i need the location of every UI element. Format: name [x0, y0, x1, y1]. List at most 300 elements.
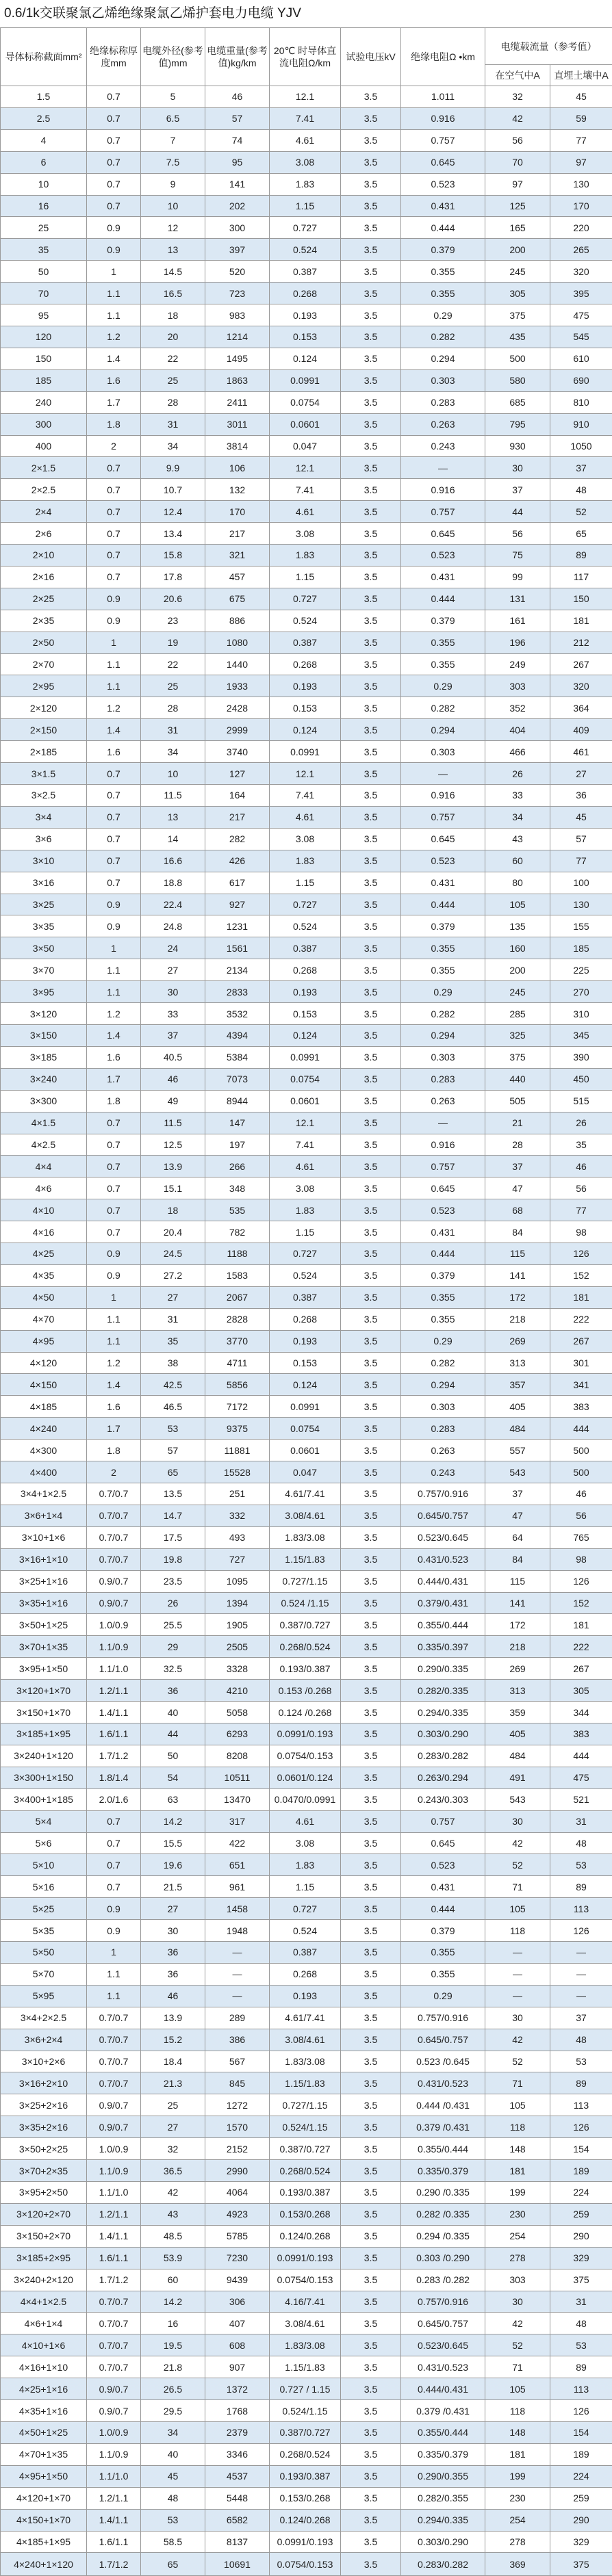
table-row	[1, 479, 612, 501]
cell-ampacity-soil: 390	[550, 1046, 612, 1068]
cell-dc-resistance: 1.83/3.08	[270, 1526, 341, 1548]
cell-ampacity-soil: 126	[550, 1243, 612, 1265]
cell-insulation-thickness: 0.7	[87, 1876, 141, 1898]
cell-ampacity-soil: 375	[550, 2269, 612, 2291]
cell-dc-resistance: 3.08/4.61	[270, 2313, 341, 2334]
cell-ampacity-air: 500	[485, 348, 550, 369]
cell-dc-resistance: 0.193	[270, 981, 341, 1003]
cell-ampacity-air: 30	[485, 2007, 550, 2029]
cell-test-voltage: 3.5	[341, 283, 401, 304]
cell-dc-resistance: 1.83/3.08	[270, 2051, 341, 2072]
table-row	[1, 1440, 612, 1461]
cell-insulation-thickness: 1.2	[87, 1352, 141, 1374]
cell-test-voltage: 3.5	[341, 981, 401, 1003]
cell-ampacity-soil: 53	[550, 2051, 612, 2072]
cell-insulation-thickness: 0.7	[87, 763, 141, 785]
cell-ampacity-air: 37	[485, 1156, 550, 1178]
cell-dc-resistance: 3.08	[270, 523, 341, 545]
cell-ampacity-soil: 189	[550, 2443, 612, 2465]
cell-outer-diameter: 12.4	[141, 501, 205, 523]
cell-dc-resistance: 0.268	[270, 283, 341, 304]
cell-test-voltage: 3.5	[341, 1374, 401, 1396]
cell-outer-diameter: 23.5	[141, 1570, 205, 1592]
table-row	[1, 1832, 612, 1854]
cell-test-voltage: 3.5	[341, 2465, 401, 2487]
cell-insulation-thickness: 1.1	[87, 1308, 141, 1330]
cell-insulation-thickness: 0.7	[87, 1199, 141, 1221]
cell-ampacity-soil: 113	[550, 2378, 612, 2400]
cell-ampacity-soil: 113	[550, 1898, 612, 1920]
cell-test-voltage: 3.5	[341, 2334, 401, 2356]
cell-outer-diameter: 29	[141, 1636, 205, 1658]
cell-size: 5×10	[1, 1854, 87, 1876]
cell-size: 35	[1, 239, 87, 261]
table-row	[1, 566, 612, 588]
cell-weight: 5058	[205, 1702, 270, 1723]
cell-size: 95	[1, 304, 87, 326]
table-row	[1, 1308, 612, 1330]
cell-dc-resistance: 0.387	[270, 1942, 341, 1964]
cell-test-voltage: 3.5	[341, 1832, 401, 1854]
cell-outer-diameter: 13.9	[141, 2007, 205, 2029]
cell-ampacity-soil: 150	[550, 588, 612, 610]
cell-test-voltage: 3.5	[341, 894, 401, 915]
cell-ampacity-soil: 98	[550, 1548, 612, 1570]
cell-ampacity-air: 557	[485, 1440, 550, 1461]
cell-ampacity-soil: 152	[550, 1264, 612, 1286]
cell-insulation-resistance: 0.263	[401, 1090, 485, 1112]
cell-outer-diameter: 63	[141, 1788, 205, 1810]
cell-weight: 15528	[205, 1461, 270, 1483]
cell-insulation-resistance: 0.282/0.335	[401, 1680, 485, 1702]
cell-insulation-resistance: 0.283/0.282	[401, 1745, 485, 1767]
cell-insulation-thickness: 1.1/1.0	[87, 2465, 141, 2487]
cell-size: 2×1.5	[1, 457, 87, 479]
cell-outer-diameter: 11.5	[141, 785, 205, 807]
cell-test-voltage: 3.5	[341, 828, 401, 850]
cell-test-voltage: 3.5	[341, 1810, 401, 1832]
cell-size: 25	[1, 217, 87, 239]
cell-weight: 8944	[205, 1090, 270, 1112]
cell-insulation-thickness: 1.7/1.2	[87, 2553, 141, 2576]
cell-size: 3×240+1×120	[1, 1745, 87, 1767]
cell-outer-diameter: 19	[141, 632, 205, 653]
cell-outer-diameter: 20	[141, 326, 205, 348]
cell-outer-diameter: 14.5	[141, 261, 205, 283]
cell-insulation-thickness: 0.9/0.7	[87, 1592, 141, 1614]
table-row	[1, 1199, 612, 1221]
cell-test-voltage: 3.5	[341, 1920, 401, 1942]
cell-weight: 5448	[205, 2487, 270, 2509]
cell-test-voltage: 3.5	[341, 1134, 401, 1156]
cell-ampacity-air: 47	[485, 1505, 550, 1526]
cell-insulation-resistance: 0.294	[401, 348, 485, 369]
cell-insulation-resistance: 0.355	[401, 261, 485, 283]
cell-weight: 7230	[205, 2247, 270, 2269]
cell-weight: 5384	[205, 1046, 270, 1068]
cell-ampacity-air: 97	[485, 173, 550, 195]
cell-outer-diameter: 25	[141, 675, 205, 697]
cell-test-voltage: 3.5	[341, 763, 401, 785]
cell-dc-resistance: 0.0470/0.0991	[270, 1788, 341, 1810]
cell-insulation-thickness: 0.7	[87, 828, 141, 850]
cell-test-voltage: 3.5	[341, 501, 401, 523]
table-row	[1, 588, 612, 610]
cell-insulation-thickness: 1	[87, 1286, 141, 1308]
cell-size: 2×70	[1, 653, 87, 675]
cell-weight: 1495	[205, 348, 270, 369]
cell-insulation-thickness: 1.4	[87, 348, 141, 369]
cell-insulation-resistance: 0.757	[401, 501, 485, 523]
cell-weight: 4064	[205, 2182, 270, 2204]
cell-insulation-thickness: 0.9	[87, 1920, 141, 1942]
table-row	[1, 1003, 612, 1025]
cell-ampacity-soil: 36	[550, 785, 612, 807]
cell-insulation-thickness: 0.7/0.7	[87, 2356, 141, 2378]
cell-outer-diameter: 13.5	[141, 1483, 205, 1505]
cell-ampacity-air: 160	[485, 937, 550, 959]
cell-size: 3×10+1×6	[1, 1526, 87, 1548]
cell-insulation-resistance: 0.290/0.355	[401, 2465, 485, 2487]
cell-test-voltage: 3.5	[341, 2007, 401, 2029]
table-row	[1, 915, 612, 937]
cell-weight: 1440	[205, 653, 270, 675]
cell-ampacity-soil: 475	[550, 1767, 612, 1788]
cell-outer-diameter: 19.5	[141, 2334, 205, 2356]
cell-insulation-thickness: 0.7	[87, 129, 141, 151]
cell-test-voltage: 3.5	[341, 107, 401, 129]
cell-dc-resistance: 0.153 /0.268	[270, 1680, 341, 1702]
cell-test-voltage: 3.5	[341, 1963, 401, 1985]
cell-weight: —	[205, 1985, 270, 2007]
cell-insulation-resistance: 0.444/0.431	[401, 1570, 485, 1592]
cell-outer-diameter: 37	[141, 1024, 205, 1046]
cell-insulation-resistance: 0.379	[401, 239, 485, 261]
cell-insulation-thickness: 1.6/1.1	[87, 2531, 141, 2553]
header-in-air: 在空气中A	[485, 65, 550, 86]
cell-outer-diameter: 36	[141, 1680, 205, 1702]
cell-size: 4×150+1×70	[1, 2509, 87, 2531]
cell-insulation-thickness: 1.8/1.4	[87, 1767, 141, 1788]
cell-ampacity-air: 199	[485, 2182, 550, 2204]
cell-outer-diameter: 24.5	[141, 1243, 205, 1265]
cell-insulation-thickness: 1.2/1.1	[87, 2487, 141, 2509]
cell-test-voltage: 3.5	[341, 1090, 401, 1112]
cell-insulation-thickness: 0.7	[87, 1810, 141, 1832]
cell-insulation-thickness: 1.1/1.0	[87, 1658, 141, 1680]
cell-ampacity-soil: 364	[550, 697, 612, 719]
cell-dc-resistance: 1.15	[270, 872, 341, 894]
cell-dc-resistance: 0.153/0.268	[270, 2203, 341, 2225]
cell-ampacity-air: 172	[485, 1614, 550, 1636]
cell-size: 3×120+2×70	[1, 2203, 87, 2225]
cell-outer-diameter: 9.9	[141, 457, 205, 479]
cell-ampacity-soil: 45	[550, 806, 612, 828]
cell-dc-resistance: 0.193/0.387	[270, 2182, 341, 2204]
cell-insulation-thickness: 0.9	[87, 217, 141, 239]
cell-test-voltage: 3.5	[341, 1330, 401, 1352]
cell-weight: 2999	[205, 719, 270, 741]
cell-ampacity-air: 254	[485, 2509, 550, 2531]
cell-test-voltage: 3.5	[341, 2094, 401, 2116]
cell-outer-diameter: 26.5	[141, 2378, 205, 2400]
cell-ampacity-air: 52	[485, 2334, 550, 2356]
cell-outer-diameter: 10.7	[141, 479, 205, 501]
cell-ampacity-air: 303	[485, 675, 550, 697]
cell-dc-resistance: 0.0601/0.124	[270, 1767, 341, 1788]
cell-dc-resistance: 0.193	[270, 1330, 341, 1352]
cell-test-voltage: 3.5	[341, 2443, 401, 2465]
cell-outer-diameter: 12	[141, 217, 205, 239]
cell-ampacity-soil: 267	[550, 1658, 612, 1680]
cell-outer-diameter: 26	[141, 1592, 205, 1614]
cell-outer-diameter: 9	[141, 173, 205, 195]
cell-insulation-resistance: 0.645	[401, 1178, 485, 1199]
cell-weight: 1394	[205, 1592, 270, 1614]
cell-outer-diameter: 36	[141, 1942, 205, 1964]
cell-ampacity-air: 32	[485, 86, 550, 108]
table-row	[1, 1548, 612, 1570]
cell-insulation-thickness: 0.7	[87, 1832, 141, 1854]
cell-ampacity-soil: 444	[550, 1418, 612, 1440]
cell-dc-resistance: 4.61/7.41	[270, 2007, 341, 2029]
cell-insulation-resistance: 0.282	[401, 697, 485, 719]
cell-outer-diameter: 20.4	[141, 1221, 205, 1243]
cell-outer-diameter: 65	[141, 2553, 205, 2576]
cell-size: 5×25	[1, 1898, 87, 1920]
table-row	[1, 2553, 612, 2576]
cell-ampacity-air: 71	[485, 1876, 550, 1898]
cell-weight: 1768	[205, 2400, 270, 2422]
table-row	[1, 2509, 612, 2531]
cell-ampacity-air: 56	[485, 523, 550, 545]
cell-insulation-resistance: 0.282/0.355	[401, 2487, 485, 2509]
cell-size: 2×120	[1, 697, 87, 719]
cell-weight: 1372	[205, 2378, 270, 2400]
cell-insulation-resistance: 0.303/0.290	[401, 1723, 485, 1745]
cell-dc-resistance: 0.0991/0.193	[270, 2531, 341, 2553]
cell-weight: 983	[205, 304, 270, 326]
cell-insulation-thickness: 0.7	[87, 479, 141, 501]
cell-size: 4×95+1×50	[1, 2465, 87, 2487]
cell-size: 5×70	[1, 1963, 87, 1985]
cell-dc-resistance: 0.124/0.268	[270, 2509, 341, 2531]
table-row	[1, 785, 612, 807]
cell-ampacity-soil: 265	[550, 239, 612, 261]
cell-size: 3×16	[1, 872, 87, 894]
table-row	[1, 959, 612, 981]
cell-test-voltage: 3.5	[341, 2269, 401, 2291]
cell-insulation-resistance: 0.283	[401, 391, 485, 413]
cell-insulation-resistance: 0.523	[401, 850, 485, 872]
cell-outer-diameter: 42	[141, 2182, 205, 2204]
cell-weight: 106	[205, 457, 270, 479]
cell-dc-resistance: 0.387	[270, 632, 341, 653]
cell-size: 2×50	[1, 632, 87, 653]
cell-ampacity-air: 484	[485, 1745, 550, 1767]
cell-dc-resistance: 0.268/0.524	[270, 1636, 341, 1658]
table-row	[1, 675, 612, 697]
cell-size: 400	[1, 435, 87, 457]
cell-test-voltage: 3.5	[341, 959, 401, 981]
cell-weight: 397	[205, 239, 270, 261]
header-size: 导体标称截面mm²	[1, 28, 87, 86]
cell-ampacity-air: 125	[485, 195, 550, 217]
table-row	[1, 261, 612, 283]
table-row	[1, 1920, 612, 1942]
cell-ampacity-air: —	[485, 1942, 550, 1964]
table-row	[1, 872, 612, 894]
cell-ampacity-air: 303	[485, 2269, 550, 2291]
cell-insulation-thickness: 1	[87, 937, 141, 959]
cell-ampacity-soil: 301	[550, 1352, 612, 1374]
cell-size: 120	[1, 326, 87, 348]
cell-ampacity-soil: 126	[550, 2400, 612, 2422]
table-row	[1, 2378, 612, 2400]
cell-outer-diameter: 15.8	[141, 545, 205, 567]
cell-size: 3×10	[1, 850, 87, 872]
cell-test-voltage: 3.5	[341, 1178, 401, 1199]
cell-insulation-thickness: 1.1	[87, 959, 141, 981]
cell-dc-resistance: 0.524/1.15	[270, 2400, 341, 2422]
cell-ampacity-soil: 155	[550, 915, 612, 937]
header-dc-resistance: 20℃ 时导体直流电阻Ω/km	[270, 28, 341, 86]
cell-outer-diameter: 34	[141, 2421, 205, 2443]
cell-test-voltage: 3.5	[341, 872, 401, 894]
cell-test-voltage: 3.5	[341, 1418, 401, 1440]
cell-outer-diameter: 23	[141, 610, 205, 632]
cell-insulation-thickness: 0.7	[87, 107, 141, 129]
cell-test-voltage: 3.5	[341, 653, 401, 675]
cell-ampacity-air: 141	[485, 1592, 550, 1614]
cell-test-voltage: 3.5	[341, 1985, 401, 2007]
cell-ampacity-soil: —	[550, 1963, 612, 1985]
cell-weight: 127	[205, 763, 270, 785]
cell-insulation-thickness: 1.1	[87, 1330, 141, 1352]
cell-dc-resistance: 0.268	[270, 1308, 341, 1330]
cell-weight: 2067	[205, 1286, 270, 1308]
cell-weight: 13470	[205, 1788, 270, 1810]
cell-ampacity-air: 141	[485, 1264, 550, 1286]
cell-test-voltage: 3.5	[341, 1286, 401, 1308]
table-row	[1, 1112, 612, 1134]
table-row	[1, 2225, 612, 2247]
cell-insulation-thickness: 0.7	[87, 566, 141, 588]
cell-test-voltage: 3.5	[341, 675, 401, 697]
cell-ampacity-air: 99	[485, 566, 550, 588]
cell-insulation-resistance: 0.379 /0.431	[401, 2116, 485, 2138]
cell-size: 2×2.5	[1, 479, 87, 501]
cell-ampacity-soil: 290	[550, 2509, 612, 2531]
table-row	[1, 2356, 612, 2378]
cell-weight: 11881	[205, 1440, 270, 1461]
cell-outer-diameter: 6.5	[141, 107, 205, 129]
cell-dc-resistance: 0.124/0.268	[270, 2225, 341, 2247]
cell-test-voltage: 3.5	[341, 1942, 401, 1964]
table-row	[1, 1286, 612, 1308]
cell-test-voltage: 3.5	[341, 1221, 401, 1243]
cell-dc-resistance: 12.1	[270, 1112, 341, 1134]
cell-ampacity-air: 75	[485, 545, 550, 567]
cell-dc-resistance: 0.0601	[270, 1440, 341, 1461]
cell-ampacity-air: 84	[485, 1548, 550, 1570]
cell-ampacity-air: 64	[485, 1526, 550, 1548]
cell-ampacity-soil: 57	[550, 828, 612, 850]
cell-size: 3×50+2×25	[1, 2138, 87, 2160]
table-row	[1, 1680, 612, 1702]
cell-weight: 4923	[205, 2203, 270, 2225]
cell-insulation-thickness: 1.1	[87, 283, 141, 304]
cell-test-voltage: 3.5	[341, 1592, 401, 1614]
cell-insulation-resistance: 0.431	[401, 872, 485, 894]
cell-dc-resistance: 0.153	[270, 697, 341, 719]
cell-dc-resistance: 0.268	[270, 959, 341, 981]
cell-weight: 1570	[205, 2116, 270, 2138]
cell-size: 4×1.5	[1, 1112, 87, 1134]
header-test-voltage: 试验电压kV	[341, 28, 401, 86]
cell-weight: 170	[205, 501, 270, 523]
cell-ampacity-air: 580	[485, 369, 550, 391]
cell-test-voltage: 3.5	[341, 1243, 401, 1265]
cell-test-voltage: 3.5	[341, 1526, 401, 1548]
cell-insulation-resistance: 0.283	[401, 1068, 485, 1090]
cell-ampacity-air: 21	[485, 1112, 550, 1134]
cell-test-voltage: 3.5	[341, 2182, 401, 2204]
table-row	[1, 2334, 612, 2356]
cell-size: 4×16+1×10	[1, 2356, 87, 2378]
cell-insulation-resistance: 0.263/0.294	[401, 1767, 485, 1788]
cell-outer-diameter: 19.6	[141, 1854, 205, 1876]
header-weight: 电缆重量(参考值)kg/km	[205, 28, 270, 86]
cell-outer-diameter: 30	[141, 1920, 205, 1942]
cell-ampacity-soil: 329	[550, 2531, 612, 2553]
table-row	[1, 2443, 612, 2465]
cell-test-voltage: 3.5	[341, 1003, 401, 1025]
cell-ampacity-air: 930	[485, 435, 550, 457]
cell-ampacity-soil: 500	[550, 1440, 612, 1461]
cell-size: 16	[1, 195, 87, 217]
table-header	[1, 28, 612, 86]
cell-test-voltage: 3.5	[341, 1767, 401, 1788]
table-row	[1, 1702, 612, 1723]
cell-outer-diameter: 20.6	[141, 588, 205, 610]
page-title: 0.6/1k交联聚氯乙烯绝缘聚氯乙烯护套电力电缆 YJV	[4, 6, 301, 21]
cell-weight: 266	[205, 1156, 270, 1178]
cell-dc-resistance: 12.1	[270, 763, 341, 785]
cell-size: 2×4	[1, 501, 87, 523]
cell-ampacity-soil: 545	[550, 326, 612, 348]
cell-insulation-thickness: 0.7	[87, 1178, 141, 1199]
cell-size: 4×400	[1, 1461, 87, 1483]
cell-ampacity-soil: 409	[550, 719, 612, 741]
cell-test-voltage: 3.5	[341, 1570, 401, 1592]
cell-ampacity-soil: 220	[550, 217, 612, 239]
cell-insulation-thickness: 0.7	[87, 173, 141, 195]
cell-insulation-resistance: 0.379	[401, 1920, 485, 1942]
cell-test-voltage: 3.5	[341, 217, 401, 239]
cell-insulation-thickness: 1	[87, 261, 141, 283]
cell-ampacity-soil: 56	[550, 1505, 612, 1526]
cell-dc-resistance: 0.0991	[270, 369, 341, 391]
cell-ampacity-soil: 48	[550, 1832, 612, 1854]
cell-ampacity-soil: 320	[550, 261, 612, 283]
cell-ampacity-air: 375	[485, 1046, 550, 1068]
cell-outer-diameter: 25	[141, 2094, 205, 2116]
cell-ampacity-soil: 222	[550, 1308, 612, 1330]
cell-insulation-resistance: 0.263	[401, 413, 485, 435]
cell-outer-diameter: 18.4	[141, 2051, 205, 2072]
cell-outer-diameter: 27	[141, 959, 205, 981]
